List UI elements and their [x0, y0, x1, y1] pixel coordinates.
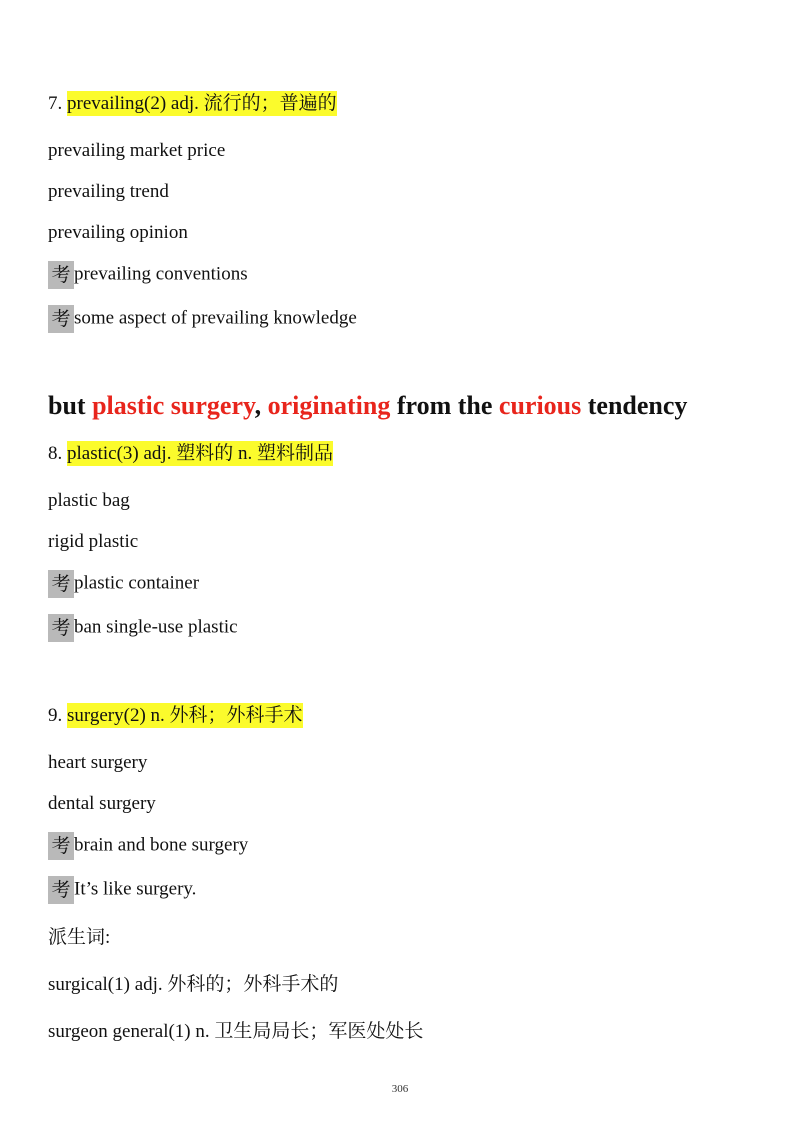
- entry-headword: surgery(2) n. 外科；外科手术: [67, 705, 303, 726]
- phrase: plastic bag: [48, 490, 130, 511]
- exam-marker: 考: [48, 261, 74, 289]
- entry-number: 9.: [48, 705, 67, 726]
- exam-phrase: [48, 614, 238, 642]
- exam-marker: 考: [48, 614, 74, 642]
- exam-phrase-text: some aspect of prevailing knowledge: [74, 307, 357, 329]
- exam-marker: 考: [48, 876, 74, 904]
- entry-number: 7.: [48, 93, 67, 114]
- exam-phrase: [48, 876, 196, 904]
- sentence-part: from the: [390, 391, 499, 420]
- exam-phrase: [48, 570, 199, 598]
- entry-number: 8.: [48, 443, 67, 464]
- exam-marker: 考: [48, 570, 74, 598]
- exam-phrase-text: brain and bone surgery: [74, 834, 249, 856]
- exam-phrase: [48, 305, 357, 333]
- exam-marker: 考: [48, 305, 74, 333]
- exam-phrase: [48, 261, 248, 289]
- exam-phrase-text: plastic container: [74, 572, 200, 594]
- phrase: prevailing market price: [48, 140, 226, 161]
- entry-headword: plastic(3) adj. 塑料的 n. 塑料制品: [67, 443, 333, 464]
- entry-8-header: [48, 441, 333, 467]
- exam-phrase: [48, 832, 248, 860]
- phrase: rigid plastic: [48, 531, 139, 552]
- entry-9-header: [48, 703, 303, 729]
- keyword-originating: originating: [267, 391, 391, 420]
- keyword-plastic-surgery: plastic surgery: [92, 391, 255, 420]
- phrase: heart surgery: [48, 752, 148, 773]
- entry-headword: prevailing(2) adj. 流行的；普遍的: [67, 93, 337, 114]
- sentence-part: tendency: [581, 391, 688, 420]
- exam-phrase-text: prevailing conventions: [74, 263, 248, 285]
- entry-7-header: [48, 91, 337, 117]
- page-number: 306: [391, 1083, 409, 1095]
- phrase: prevailing trend: [48, 181, 169, 202]
- keyword-curious: curious: [498, 391, 582, 420]
- exam-phrase-text: It’s like surgery.: [74, 878, 197, 900]
- sentence-heading: [48, 390, 687, 422]
- exam-marker: 考: [48, 832, 74, 860]
- phrase: dental surgery: [48, 793, 156, 814]
- derived-word: surgeon general(1) n. 卫生局局长；军医处处长: [48, 1021, 424, 1042]
- derived-word: surgical(1) adj. 外科的；外科手术的: [48, 974, 339, 995]
- exam-phrase-text: ban single-use plastic: [74, 616, 238, 638]
- derived-words-label: 派生词:: [48, 927, 111, 948]
- sentence-part: ,: [254, 391, 268, 420]
- phrase: prevailing opinion: [48, 222, 188, 243]
- sentence-part: but: [48, 391, 93, 420]
